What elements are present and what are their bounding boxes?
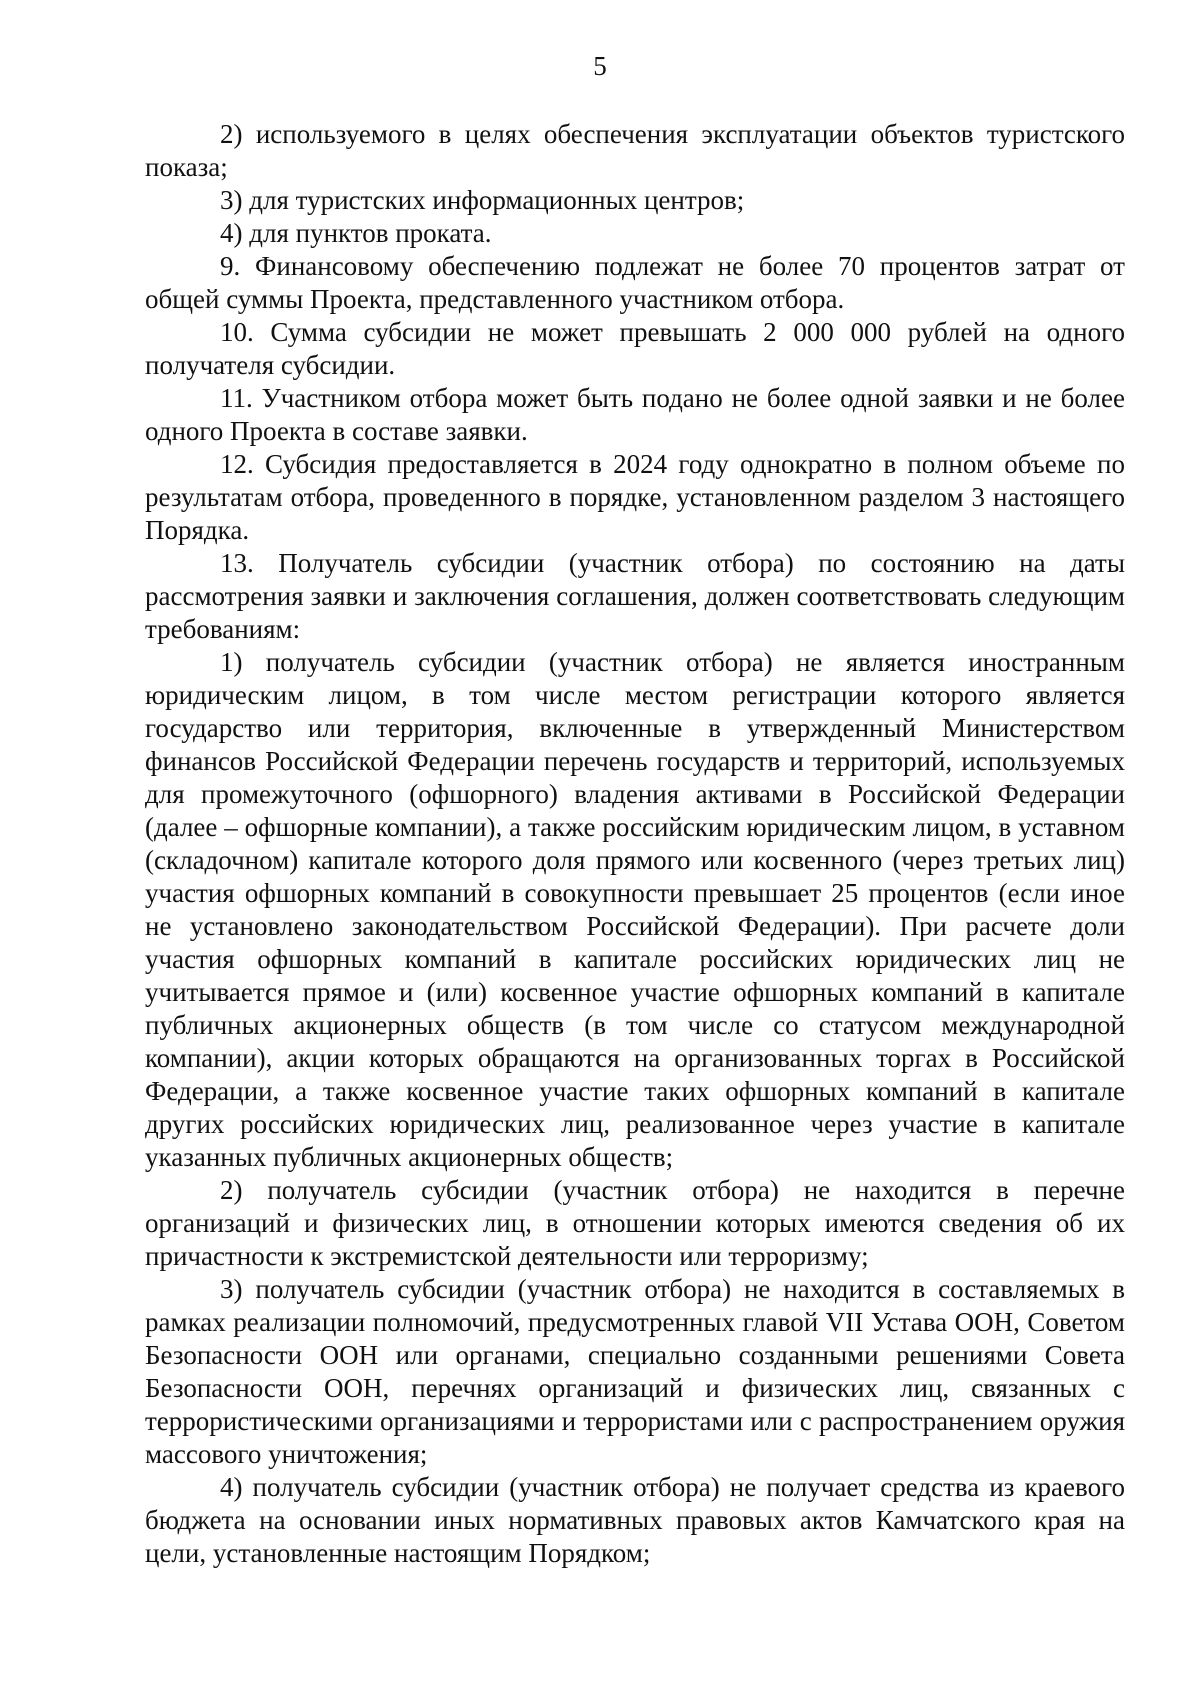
paragraph-requirement-2: 2) получатель субсидии (участник отбора) не находится в перечне организаций и физических лиц, в отношении которых имеются сведения об их причастности к экстремистской деятельности или терроризму; (145, 1175, 1125, 1271)
paragraph-list-item-4: 4) для пунктов проката. (220, 218, 492, 248)
paragraph-requirement-1: 1) получатель субсидии (участник отбора) не является иностранным юридическим лицом, в том числе местом регистрации которого является государство или территория, включенные в утвержденный Министерством финансов Российской Федерации перечень государств и территорий, используемых для промежуточного (офшорного) владения активами в Российской Федерации (далее – офшорные компании), а также российским юридическим лицом, в уставном (складочном) капитале которого доля прямого или косвенного (через третьих лиц) участия офшорных компаний в совокупности превышает 25 процентов (если иное не установлено законодательством Российской Федерации). При расчете доли участия офшорных компаний в капитале российских юридических лиц не учитывается прямое и (или) косвенное участие офшорных компаний в капитале публичных акционерных обществ (в том числе со статусом международной компании), акции которых обращаются на организованных торгах в Российской Федерации, а также косвенное участие таких офшорных компаний в капитале других российских юридических лиц, реализованное через участие в капитале указанных публичных акционерных обществ; (145, 647, 1125, 1172)
paragraph-clause-13: 13. Получатель субсидии (участник отбора) по состоянию на даты рассмотрения заявки и заключения соглашения, должен соответствовать следующим требованиям: (145, 548, 1125, 644)
paragraph-list-item-3: 3) для туристских информационных центров; (220, 185, 745, 215)
page-number: 5 (593, 51, 607, 81)
document-body (145, 118, 1125, 1570)
paragraph-clause-10: 10. Сумма субсидии не может превышать 2 000 000 рублей на одного получателя субсидии. (145, 317, 1125, 380)
paragraph-requirement-3: 3) получатель субсидии (участник отбора) не находится в составляемых в рамках реализации полномочий, предусмотренных главой VII Устава ООН, Советом Безопасности ООН или органами, специально созданными решениями Совета Безопасности ООН, перечнях организаций и физических лиц, связанных с террористическими организациями и террористами или с распространением оружия массового уничтожения; (145, 1274, 1125, 1469)
paragraph-list-item-2: 2) используемого в целях обеспечения эксплуатации объектов туристского показа; (145, 119, 1125, 182)
paragraph-requirement-4: 4) получатель субсидии (участник отбора) не получает средства из краевого бюджета на основании иных нормативных правовых актов Камчатского края на цели, установленные настоящим Порядком; (145, 1472, 1125, 1568)
paragraph-clause-11: 11. Участником отбора может быть подано не более одной заявки и не более одного Проекта в составе заявки. (145, 383, 1125, 446)
paragraph-clause-12: 12. Субсидия предоставляется в 2024 году однократно в полном объеме по результатам отбора, проведенного в порядке, установленном разделом 3 настоящего Порядка. (145, 449, 1125, 545)
paragraph-clause-9: 9. Финансовому обеспечению подлежат не более 70 процентов затрат от общей суммы Проекта, представленного участником отбора. (145, 251, 1125, 314)
